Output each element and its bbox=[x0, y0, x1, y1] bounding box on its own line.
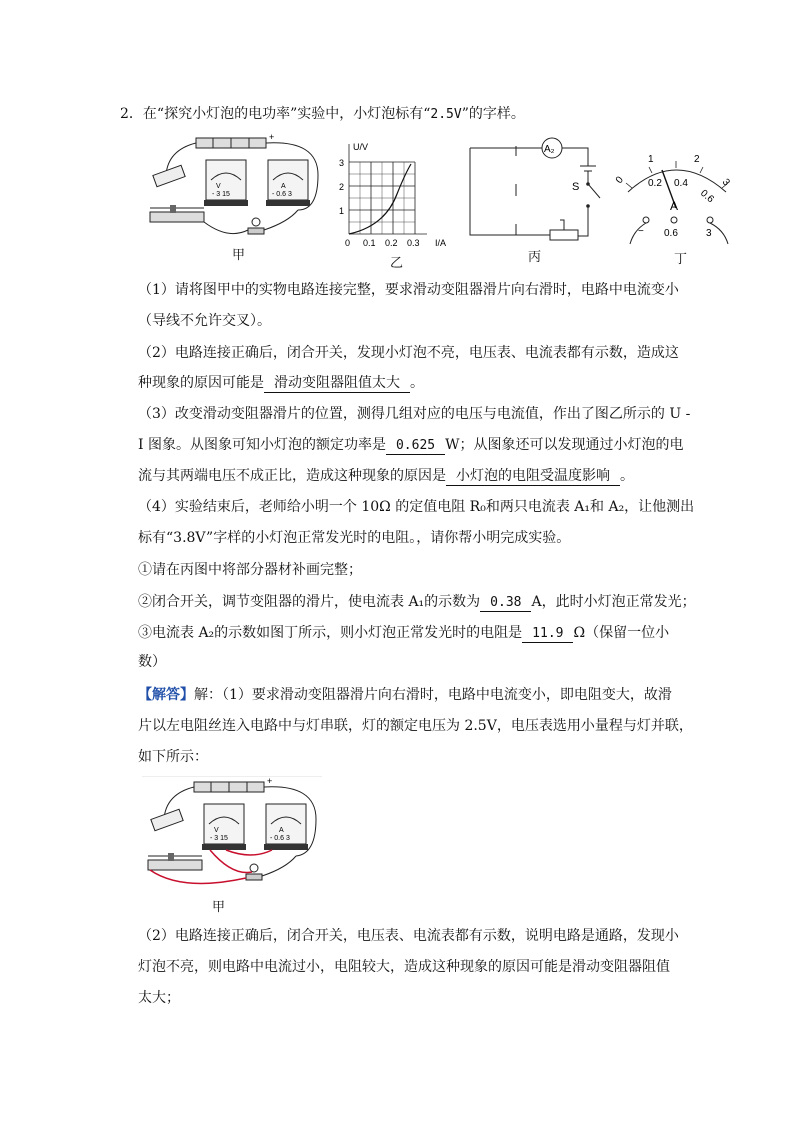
part3-line1: （3）改变滑动变阻器滑片的位置，测得几组对应的电压与电流值，作出了图乙所示的 U - bbox=[138, 406, 691, 422]
solution-tag: 【解答】 bbox=[138, 687, 194, 703]
graph-ylabel: U/V bbox=[353, 142, 369, 152]
part1-line1: （1）请将图甲中的实物电路连接完整，要求滑动变阻器滑片向右滑时，电路中电流变小 bbox=[138, 282, 679, 298]
solution-line1: 【解答】解：（1）要求滑动变阻器滑片向右滑时，电路中电流变小，即电阻变大，故滑 bbox=[138, 687, 672, 703]
solution-figure-label: 甲 bbox=[212, 899, 226, 914]
figure-ding-dial bbox=[612, 148, 742, 248]
graph-ytick-1: 1 bbox=[339, 206, 345, 216]
part4-step3-line2: 数） bbox=[138, 654, 166, 670]
ding-terminal-0.6: 0.6 bbox=[664, 228, 678, 239]
question-number: 2． bbox=[120, 106, 143, 122]
part4-answer-current: 0.38 bbox=[480, 594, 531, 612]
graph-xtick-0.3: 0.3 bbox=[407, 238, 420, 248]
question-stem: 2．在“探究小灯泡的电功率”实验中，小灯泡标有“2.5V”的字样。 bbox=[120, 106, 525, 122]
ding-outer-1: 1 bbox=[648, 154, 654, 165]
part4-answer-resistance: 11.9 bbox=[522, 625, 573, 643]
ding-unit: A bbox=[670, 199, 679, 213]
svg-text:+: + bbox=[267, 776, 273, 786]
ding-outer-3: 3 bbox=[719, 176, 732, 189]
graph-xtick-0: 0 bbox=[345, 238, 351, 248]
svg-text:+: + bbox=[269, 132, 275, 142]
part4-line2: 标有“3.8V”字样的小灯泡正常发光时的电阻。，请你帮小明完成实验。 bbox=[138, 530, 571, 546]
svg-text:- 0.6 3: - 0.6 3 bbox=[270, 835, 290, 842]
svg-text:- 0.6 3: - 0.6 3 bbox=[272, 191, 292, 198]
ding-terminal-minus: − bbox=[638, 226, 644, 237]
part3-line3: 流与其两端电压不成正比，造成这种现象的原因是 小灯泡的电阻受温度影响 。 bbox=[138, 468, 634, 484]
ding-outer-2: 2 bbox=[694, 154, 700, 165]
part2-answer: 滑动变阻器阻值太大 bbox=[264, 375, 410, 393]
solution-part2-line3: 太大； bbox=[138, 990, 180, 1006]
part4-step3: ③电流表 A₂的示数如图丁所示，则小灯泡正常发光时的电阻是 11.9 Ω（保留一位小 bbox=[138, 625, 670, 641]
bing-switch-label: S bbox=[572, 181, 580, 193]
ding-inner-0.2: 0.2 bbox=[648, 178, 662, 189]
figure-jia-label: 甲 bbox=[232, 247, 246, 262]
part2-line2: 种现象的原因可能是 滑动变阻器阻值太大 。 bbox=[138, 375, 424, 391]
svg-text:V: V bbox=[216, 183, 221, 190]
ding-outer-0: 0 bbox=[613, 174, 626, 186]
svg-text:- 3 15: - 3 15 bbox=[212, 191, 230, 198]
part3-line2: I 图象。从图象可知小灯泡的额定功率是 0.625 W；从图象还可以发现通过小灯泡的电 bbox=[138, 437, 684, 453]
svg-text:A: A bbox=[281, 183, 286, 190]
part1-line2: （导线不允许交叉）。 bbox=[138, 313, 271, 329]
figure-bing-label: 丙 bbox=[528, 249, 542, 264]
ding-terminal-3: 3 bbox=[706, 228, 712, 239]
solution-line3: 如下所示： bbox=[138, 749, 208, 765]
solution-line2: 片以左电阻丝连入电路中与灯串联，灯的额定电压为 2.5V，电压表选用小量程与灯并联， bbox=[138, 718, 693, 734]
solution-part2-line1: （2）电路连接正确后，闭合开关，电压表、电流表都有示数，说明电路是通路，发现小 bbox=[138, 928, 679, 944]
graph-xlabel: I/A bbox=[435, 238, 447, 248]
figure-yi-graph bbox=[335, 138, 465, 250]
part4-step1: ①请在丙图中将部分器材补画完整； bbox=[138, 562, 362, 578]
bing-ammeter-label: A₂ bbox=[544, 144, 555, 155]
solution-figure-jia bbox=[142, 776, 322, 894]
graph-ytick-2: 2 bbox=[339, 182, 345, 192]
ding-inner-0.6: 0.6 bbox=[698, 187, 716, 206]
figure-yi-label: 乙 bbox=[390, 255, 404, 270]
ding-inner-0.4: 0.4 bbox=[674, 178, 688, 189]
figure-bing-circuit bbox=[466, 136, 606, 244]
part3-answer-reason: 小灯泡的电阻受温度影响 bbox=[446, 468, 620, 486]
solution-part2-line2: 灯泡不亮，则电路中电流过小，电阻较大，造成这种现象的原因可能是滑动变阻器阻值 bbox=[138, 959, 670, 975]
svg-text:- 3 15: - 3 15 bbox=[210, 835, 228, 842]
graph-ytick-3: 3 bbox=[339, 158, 345, 168]
graph-xtick-0.1: 0.1 bbox=[363, 238, 376, 248]
part4-line1: （4）实验结束后，老师给小明一个 10Ω 的定值电阻 R₀和两只电流表 A₁和 A₂，让他测出 bbox=[138, 499, 695, 515]
svg-text:V: V bbox=[214, 827, 219, 834]
part2-line1: （2）电路连接正确后，闭合开关，发现小灯泡不亮，电压表、电流表都有示数，造成这 bbox=[138, 345, 679, 361]
figure-ding-label: 丁 bbox=[674, 251, 688, 266]
part3-answer-power: 0.625 bbox=[386, 437, 445, 455]
figure-jia-circuit bbox=[148, 130, 328, 242]
part4-step2: ②闭合开关，调节变阻器的滑片，使电流表 A₁的示数为 0.38 A，此时小灯泡正常发光； bbox=[138, 594, 696, 610]
graph-xtick-0.2: 0.2 bbox=[385, 238, 398, 248]
svg-text:A: A bbox=[279, 827, 284, 834]
